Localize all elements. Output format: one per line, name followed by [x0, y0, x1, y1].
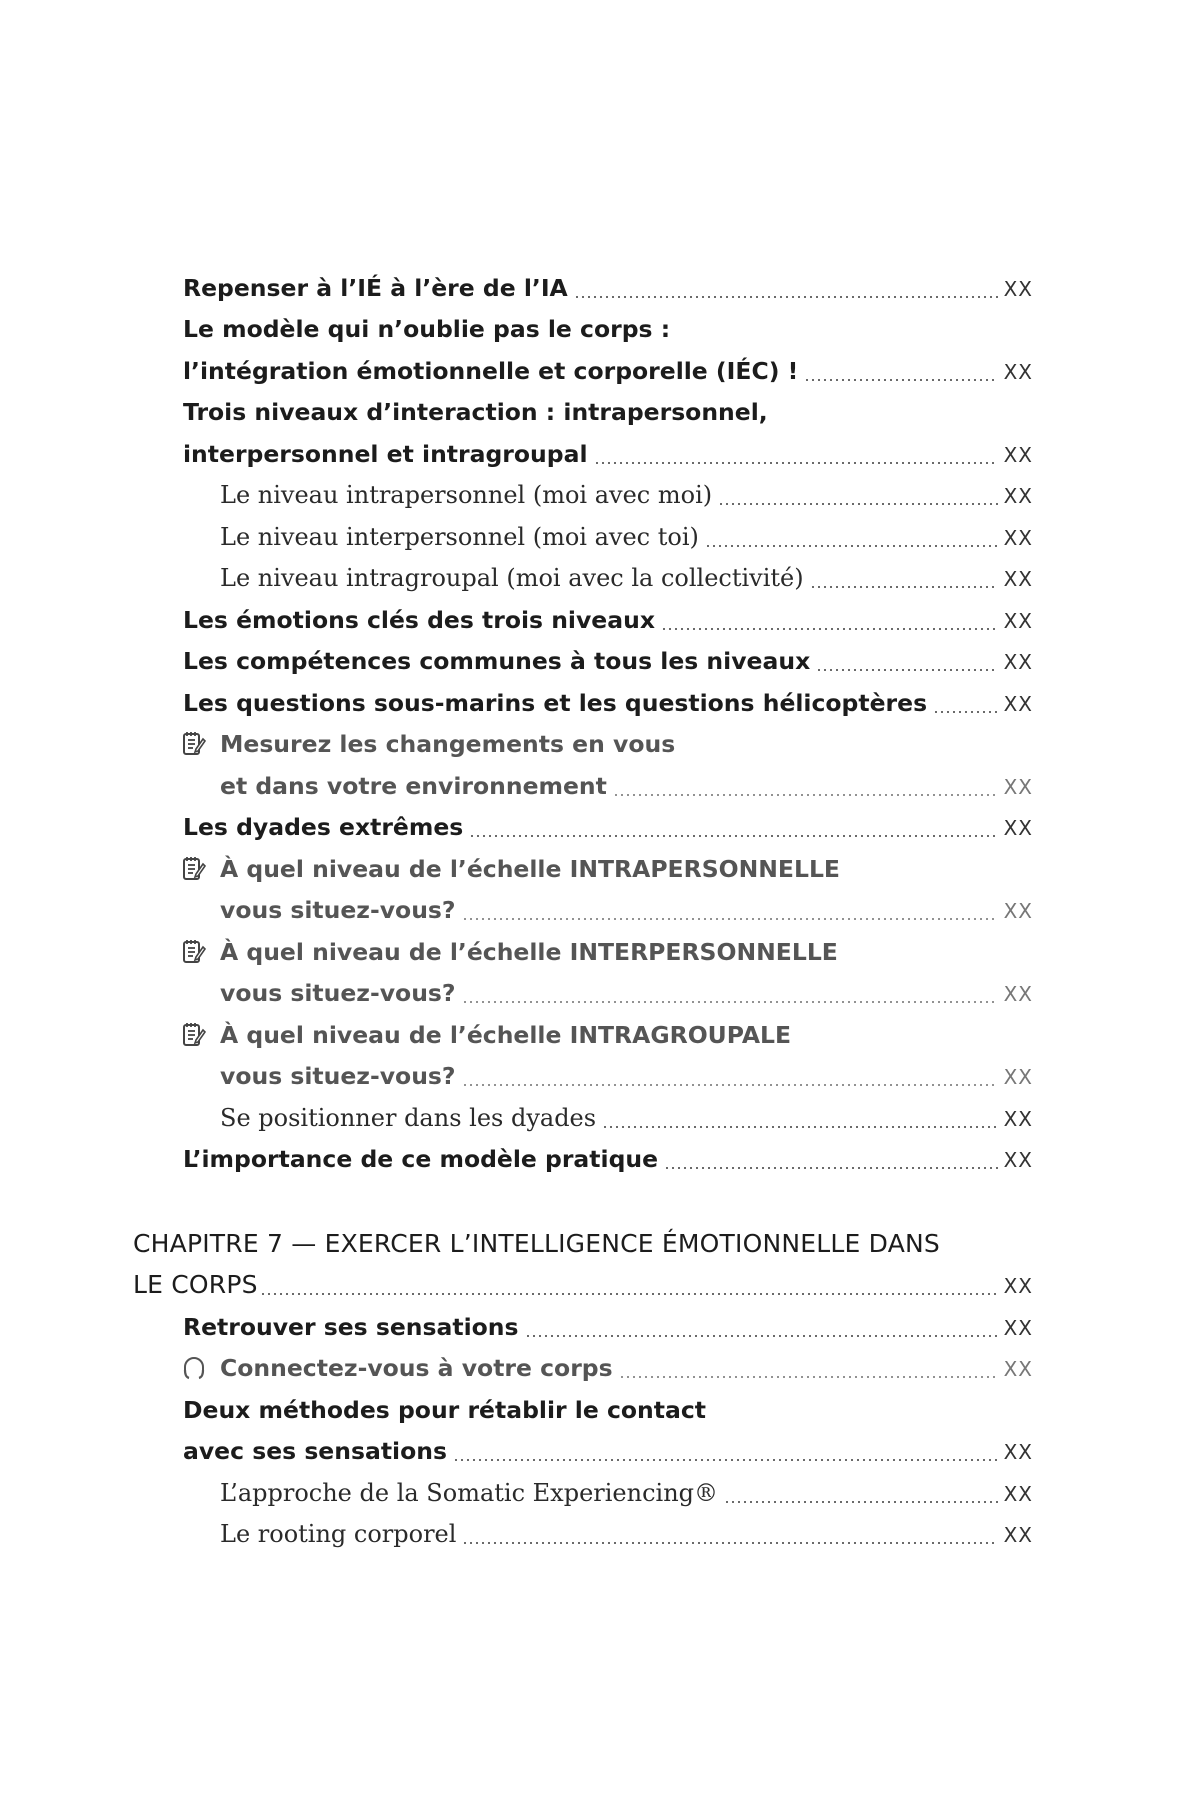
chapter-title: LE CORPS	[133, 1270, 258, 1299]
toc-entry-title: L’approche de la Somatic Experiencing®	[220, 1479, 719, 1507]
toc-exercise-entry	[220, 724, 1033, 764]
toc-page-number: XX	[1003, 567, 1033, 591]
toc-page-number: XX	[1003, 360, 1033, 384]
toc-entry-title: vous situez-vous?	[220, 1062, 456, 1090]
toc-page-number: XX	[1003, 1482, 1033, 1506]
dot-leader	[574, 296, 998, 298]
toc-page-number: XX	[1003, 277, 1033, 301]
toc-entry	[183, 1390, 1033, 1430]
dot-leader	[619, 1376, 998, 1378]
toc-entry-title: et dans votre environnement	[220, 772, 607, 800]
toc-page-number: XX	[1003, 443, 1033, 467]
dot-leader	[724, 1501, 998, 1503]
toc-entry-title: Le niveau interpersonnel (moi avec toi)	[220, 523, 699, 551]
toc-entry-title: Connectez-vous à votre corps	[220, 1354, 613, 1382]
toc-entry-title: Trois niveaux d’interaction : intrapersonnel,	[183, 398, 768, 426]
notepad-pencil-icon	[181, 730, 207, 758]
toc-page-number: XX	[1003, 484, 1033, 508]
toc-entry-title: Les dyades extrêmes	[183, 813, 464, 841]
toc-page-number: XX	[1003, 1274, 1033, 1298]
toc-exercise-entry	[220, 973, 1033, 1013]
dot-leader	[462, 918, 998, 920]
toc-entry	[183, 268, 1033, 308]
toc-exercise-entry	[220, 890, 1033, 930]
dot-leader	[462, 1542, 997, 1544]
toc-entry	[220, 1473, 1033, 1513]
toc-entry-title: Le modèle qui n’oublie pas le corps :	[183, 315, 671, 343]
toc-exercise-entry	[220, 1348, 1033, 1388]
dot-leader	[525, 1335, 998, 1337]
headphones-icon	[181, 1354, 207, 1382]
toc-exercise-entry	[220, 932, 1033, 972]
toc-page-number: XX	[1003, 1440, 1033, 1464]
toc-page-number: XX	[1003, 526, 1033, 550]
dot-leader	[718, 503, 997, 505]
dot-leader	[469, 835, 997, 837]
toc-page-number: XX	[1003, 1316, 1033, 1340]
toc-entry-title: Repenser à l’IÉ à l’ère de l’IA	[183, 274, 568, 302]
chapter-title: CHAPITRE 7 — EXERCER L’INTELLIGENCE ÉMOTIONNELLE DANS	[133, 1229, 940, 1258]
toc-page-number: XX	[1003, 899, 1033, 923]
toc-entry-title: Le niveau intrapersonnel (moi avec moi)	[220, 481, 713, 509]
dot-leader	[602, 1126, 998, 1128]
notepad-pencil-icon	[181, 1021, 207, 1049]
toc-entry-title: Les questions sous-marins et les questions hélicoptères	[183, 689, 928, 717]
dot-leader	[664, 1167, 998, 1169]
toc-entry-title: L’importance de ce modèle pratique	[183, 1145, 659, 1173]
toc-page-number: XX	[1003, 650, 1033, 674]
toc-entry-title: Deux méthodes pour rétablir le contact	[183, 1396, 707, 1424]
notepad-pencil-icon	[181, 855, 207, 883]
toc-entry	[183, 600, 1033, 640]
toc-page-number: XX	[1003, 775, 1033, 799]
dot-leader	[804, 379, 997, 381]
dot-leader	[810, 586, 998, 588]
dot-leader	[462, 1084, 998, 1086]
toc-entry	[183, 309, 1033, 349]
toc-exercise-entry	[220, 766, 1033, 806]
toc-page-number: XX	[1003, 1357, 1033, 1381]
toc-entry-title: Mesurez les changements en vous	[220, 730, 676, 758]
toc-entry-title: l’intégration émotionnelle et corporelle (IÉC) !	[183, 357, 799, 385]
dot-leader	[613, 794, 998, 796]
dot-leader	[661, 628, 998, 630]
dot-leader	[462, 1001, 998, 1003]
toc-exercise-entry	[220, 849, 1033, 889]
toc-entry	[220, 558, 1033, 598]
toc-entry-title: À quel niveau de l’échelle INTERPERSONNELLE	[220, 938, 838, 966]
toc-page-number: XX	[1003, 1065, 1033, 1089]
toc-entry-title: Le niveau intragroupal (moi avec la collectivité)	[220, 564, 804, 592]
dot-leader	[260, 1293, 998, 1295]
toc-exercise-entry	[220, 1056, 1033, 1096]
chapter-heading	[133, 1224, 1033, 1264]
toc-page-number: XX	[1003, 982, 1033, 1006]
toc-entry	[183, 434, 1033, 474]
toc-entry-title: Les émotions clés des trois niveaux	[183, 606, 655, 634]
toc-entry	[183, 1307, 1033, 1347]
toc-page-number: XX	[1003, 1523, 1033, 1547]
dot-leader	[705, 545, 998, 547]
toc-page-number: XX	[1003, 816, 1033, 840]
toc-page-number: XX	[1003, 609, 1033, 633]
toc-entry	[220, 475, 1033, 515]
toc-entry	[183, 683, 1033, 723]
toc-entry	[183, 807, 1033, 847]
notepad-pencil-icon	[181, 938, 207, 966]
dot-leader	[594, 462, 998, 464]
toc-entry	[183, 1431, 1033, 1471]
toc-entry	[220, 517, 1033, 557]
toc-page-number: XX	[1003, 692, 1033, 716]
toc-entry-title: Le rooting corporel	[220, 1520, 457, 1548]
toc-entry-title: avec ses sensations	[183, 1437, 447, 1465]
dot-leader	[816, 669, 997, 671]
toc-entry	[183, 351, 1033, 391]
toc-entry-title: interpersonnel et intragroupal	[183, 440, 588, 468]
toc-entry	[220, 1514, 1033, 1554]
chapter-heading	[133, 1265, 1033, 1305]
toc-entry-title: vous situez-vous?	[220, 896, 456, 924]
toc-entry	[220, 1098, 1033, 1138]
toc-entry-title: vous situez-vous?	[220, 979, 456, 1007]
toc-exercise-entry	[220, 1015, 1033, 1055]
toc-entry	[183, 392, 1033, 432]
toc-entry	[183, 1139, 1033, 1179]
toc-entry-title: Les compétences communes à tous les niveaux	[183, 647, 811, 675]
dot-leader	[933, 711, 998, 713]
toc-entry	[183, 641, 1033, 681]
toc-entry-title: À quel niveau de l’échelle INTRAGROUPALE	[220, 1021, 792, 1049]
dot-leader	[453, 1459, 998, 1461]
toc-entry-title: À quel niveau de l’échelle INTRAPERSONNELLE	[220, 855, 840, 883]
toc-page-number: XX	[1003, 1148, 1033, 1172]
toc-page-number: XX	[1003, 1107, 1033, 1131]
toc-entry-title: Retrouver ses sensations	[183, 1313, 519, 1341]
toc-entry-title: Se positionner dans les dyades	[220, 1104, 597, 1132]
